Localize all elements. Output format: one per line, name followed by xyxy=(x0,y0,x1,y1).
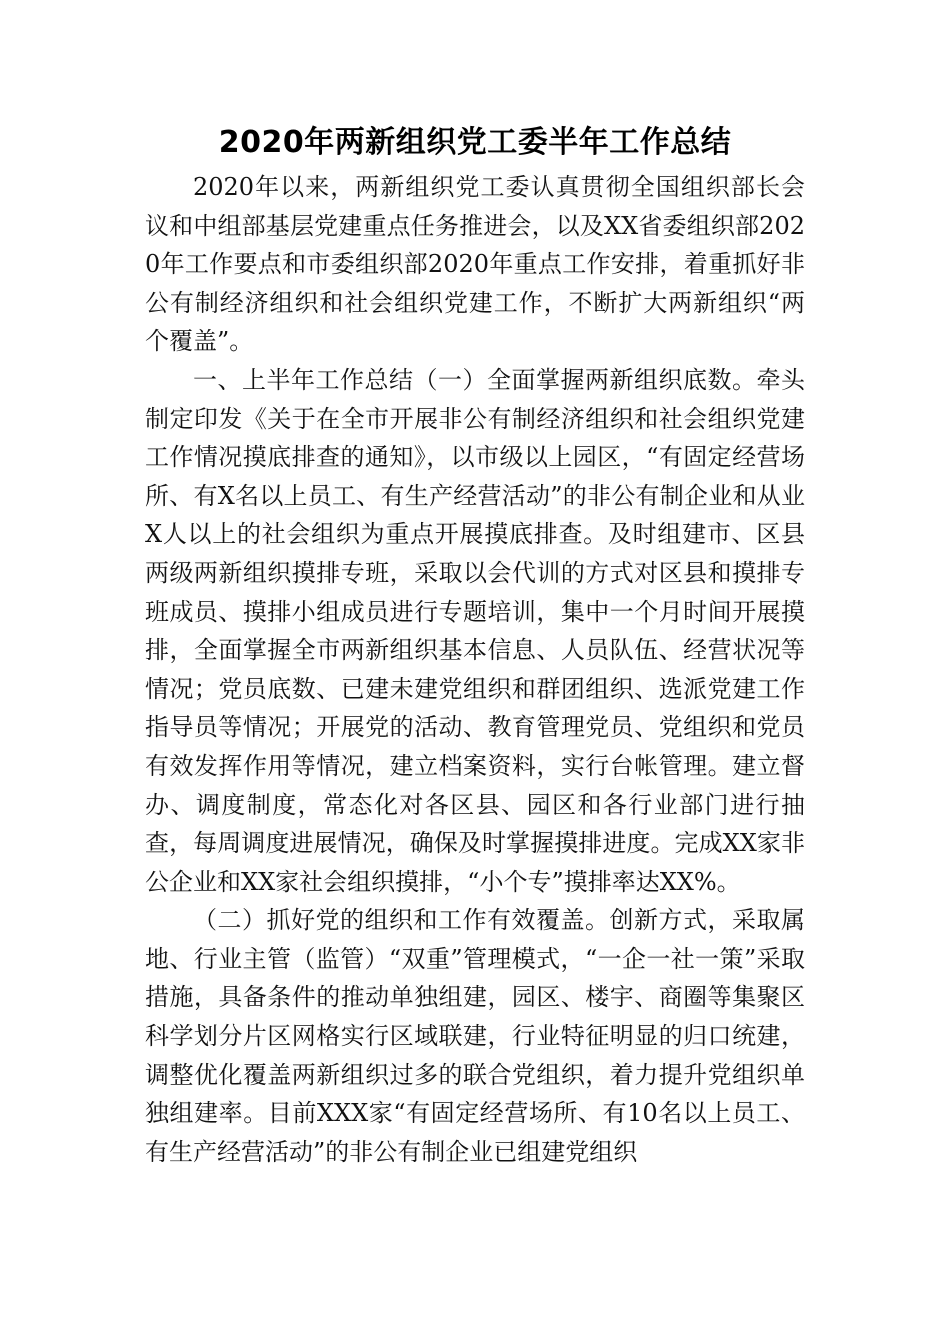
paragraph-intro: 2020年以来，两新组织党工委认真贯彻全国组织部长会议和中组部基层党建重点任务推进会，以及XX省委组织部2020年工作要点和市委组织部2020年重点工作安排，着重抓好非公有制经济组织和社会组织党建工作，不断扩大两新组织“两个覆盖”。 xyxy=(145,173,805,356)
paragraph-section-1: 一、上半年工作总结（一）全面掌握两新组织底数。牵头制定印发《关于在全市开展非公有制经济组织和社会组织党建工作情况摸底排查的通知》，以市级以上园区，“有固定经营场所、有X名以上员工、有生产经营活动”的非公有制企业和从业X人以上的社会组织为重点开展摸底排查。及时组建市、区县两级两新组织摸排专班，采取以会代训的方式对区县和摸排专班成员、摸排小组成员进行专题培训，集中一个月时间开展摸排，全面掌握全市两新组织基本信息、人员队伍、经营状况等情况；党员底数、已建未建党组织和群团组织、选派党建工作指导员等情况；开展党的活动、教育管理党员、党组织和党员有效发挥作用等情况，建立档案资料，实行台帐管理。建立督办、调度制度，常态化对各区县、园区和各行业部门进行抽查，每周调度进展情况，确保及时掌握摸排进度。完成XX家非公企业和XX家社会组织摸排，“小个专”摸排率达XX%。 xyxy=(145,365,805,896)
document-page xyxy=(145,118,805,1171)
paragraph-section-2: （二）抓好党的组织和工作有效覆盖。创新方式，采取属地、行业主管（监管）“双重”管理模式，“一企一社一策”采取措施，具备条件的推动单独组建，园区、楼宇、商圈等集聚区科学划分片区网格实行区域联建，行业特征明显的归口统建，调整优化覆盖两新组织过多的联合党组织，着力提升党组织单独组建率。目前XXX家“有固定经营场所、有10名以上员工、有生产经营活动”的非公有制企业已组建党组织 xyxy=(145,906,805,1166)
document-title: 2020年两新组织党工委半年工作总结 xyxy=(218,125,732,160)
